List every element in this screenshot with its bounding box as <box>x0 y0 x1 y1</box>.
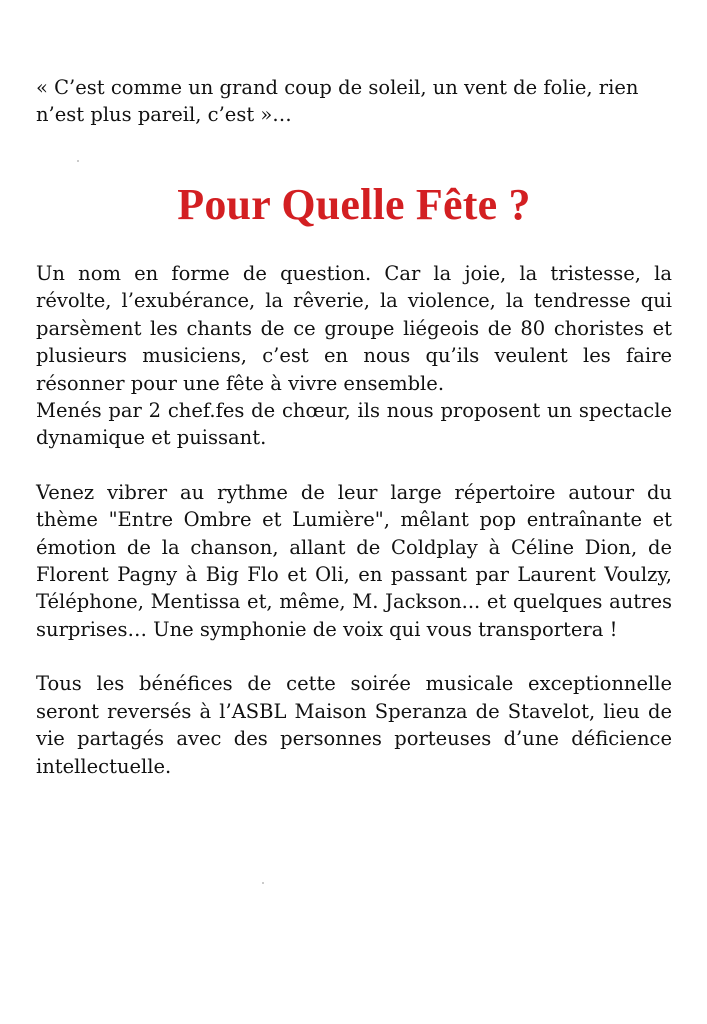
paragraph-choir-directors: Menés par 2 chef.fes de chœur, ils nous proposent un spectacle dynamique et puissant. <box>36 399 672 450</box>
paragraph-spacer <box>36 452 672 479</box>
page-title: Pour Quelle Fête ? <box>177 180 531 229</box>
scan-speck <box>262 882 264 884</box>
paragraph-repertoire: Venez vibrer au rythme de leur large répertoire autour du thème "Entre Ombre et Lumière", mêlant pop entraînante et émotion de la chanson, allant de Coldplay à Céline Dion, de Florent Pagny à Big Flo et Oli, en passant par Laurent Voulzy, Téléphone, Mentissa et, même, M. Jackson... et quelques autres surprises… Une symphonie de voix qui vous transportera ! <box>36 480 672 641</box>
intro-quote: « C’est comme un grand coup de soleil, un vent de folie, rien n’est plus pareil, c’est »… <box>36 76 639 126</box>
paragraph-benefits: Tous les bénéfices de cette soirée musicale exceptionnelle seront reversés à l’ASBL Maison Speranza de Stavelot, lieu de vie partagés avec des personnes porteuses d’une déficience intellectuelle. <box>36 672 672 778</box>
flyer-page <box>36 74 672 780</box>
paragraph-intro: Un nom en forme de question. Car la joie, la tristesse, la révolte, l’exubérance, la rêverie, la violence, la tendresse qui parsèment les chants de ce groupe liégeois de 80 choristes et plusieurs musiciens, c’est en nous qu’ils veulent les faire résonner pour une fête à vivre ensemble. <box>36 262 672 395</box>
paragraph-spacer <box>36 643 672 670</box>
scan-speck <box>77 160 79 162</box>
